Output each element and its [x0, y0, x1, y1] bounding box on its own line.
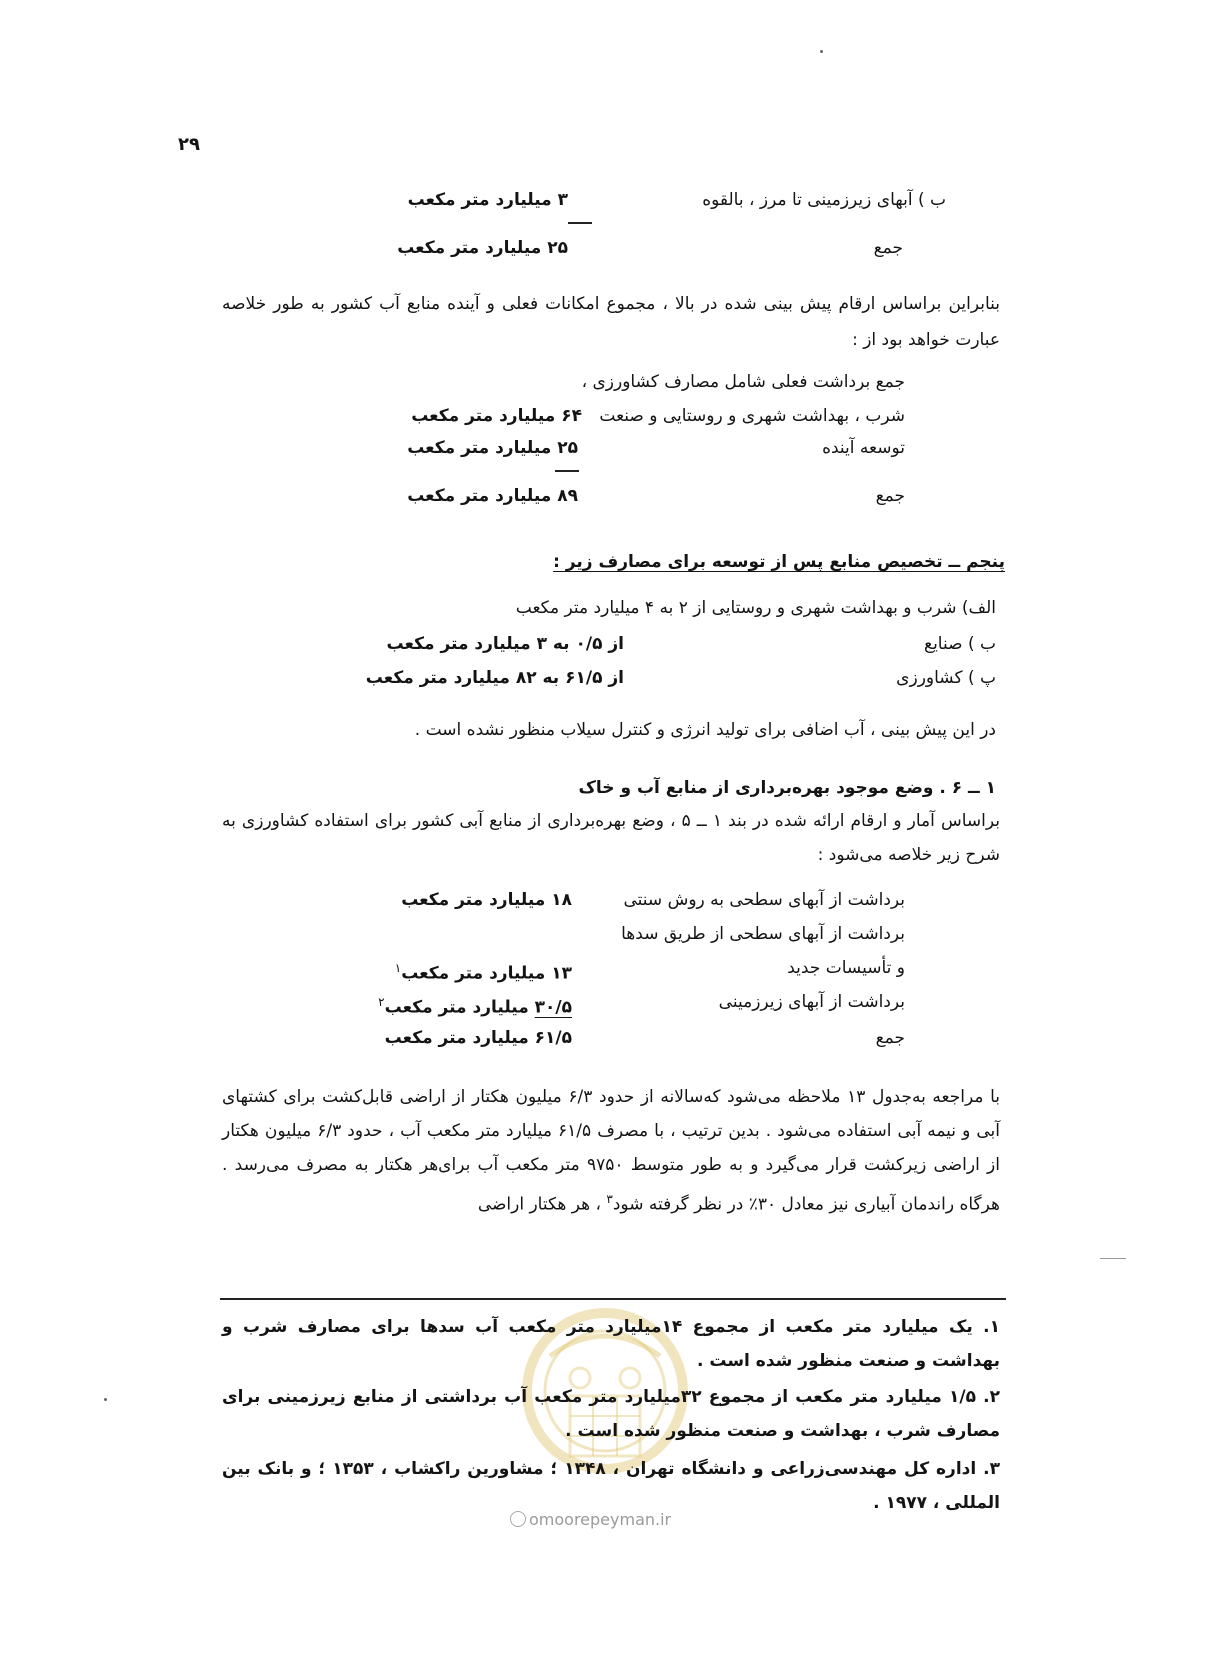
paragraph-resources-summary: بنابراین براساس ارقام پیش بینی شده در بالا ، مجموع امکانات فعلی و آینده منابع آب کشور به طور خلاصه عبارت خواهد بود از : [222, 294, 1000, 350]
footnote-2: ۲. ۱/۵ میلیارد متر مکعب از مجموع ۳۲میلیارد متر مکعب آب برداشتی از منابع زیرزمینی برای مصارف شرب ، بهداشت و صنعت منظور شده است . [222, 1387, 1000, 1441]
footnote-3: ۳. اداره کل مهندسی‌زراعی و دانشگاه تهران ، ۱۳۴۸ ؛ مشاورین راکشاب ، ۱۳۵۳ ؛ و بانک بین المللی ، ۱۹۷۷ . [222, 1459, 1000, 1513]
groundwater-line-label: ب ) آبهای زیرزمینی تا مرز ، بالقوه [702, 190, 946, 210]
footnote-ref: ۱ [394, 961, 402, 975]
scan-speck [104, 1398, 107, 1401]
total-label: جمع [875, 486, 905, 506]
future-development-value: ۲۵ میلیارد متر مکعب [407, 438, 578, 458]
drinking-industry-label: شرب ، بهداشت شهری و روستایی و صنعت [599, 406, 905, 426]
forecast-note: در این پیش بینی ، آب اضافی برای تولید انرژی و کنترل سیلاب منظور نشده است . [414, 720, 996, 740]
total-value: ۲۵ میلیارد متر مکعب [397, 238, 568, 258]
traditional-surface-value: ۱۸ میلیارد متر مکعب [401, 890, 572, 910]
current-withdrawal-value: ۶۴ میلیارد متر مکعب [411, 406, 582, 426]
allocation-industry-value: از ۰/۵ به ۳ میلیارد متر مکعب [386, 634, 624, 654]
sum-rule [568, 222, 592, 224]
page-number: ۲۹ [178, 134, 200, 155]
scan-mark [1100, 1258, 1126, 1259]
allocation-drinking: الف) شرب و بهداشت شهری و روستایی از ۲ به ۴ میلیارد متر مکعب [515, 598, 996, 618]
watermark-url: omoorepeyman.ir [510, 1510, 671, 1529]
footnote-ref: ۳ [606, 1192, 613, 1206]
scan-speck [820, 50, 823, 53]
allocation-agriculture-value: از ۶۱/۵ به ۸۲ میلیارد متر مکعب [365, 668, 624, 688]
groundwater-line-value: ۳ میلیارد متر مکعب [407, 190, 568, 210]
allocation-agriculture-label: پ ) کشاورزی [896, 668, 996, 688]
traditional-surface-label: برداشت از آبهای سطحی به روش سنتی [623, 890, 905, 910]
future-development-label: توسعه آینده [822, 438, 905, 458]
dam-surface-label: برداشت از آبهای سطحی از طریق سدها [621, 924, 905, 944]
new-facilities-label: و تأسیسات جدید [787, 958, 905, 978]
allocation-industry-label: ب ) صنایع [924, 634, 996, 654]
section-heading: ۱ ــ ۶ . وضع موجود بهره‌برداری از منابع آب و خاک [578, 778, 996, 798]
section-heading: پنجم ــ تخصیص منابع پس از توسعه برای مصارف زیر : [553, 552, 1005, 572]
sum-rule [555, 470, 579, 472]
footnote-1: ۱. یک میلیارد متر مکعب از مجموع ۱۴میلیارد متر مکعب آب سدها برای مصارف شرب و بهداشت و صنعت منظور شده است . [222, 1317, 1001, 1371]
footnote-ref: ۲ [378, 995, 385, 1009]
new-facilities-value: ۱۳ میلیارد متر مکعب$^۱$ [394, 961, 572, 984]
total-label: جمع [873, 238, 903, 258]
groundwater-label: برداشت از آبهای زیرزمینی [718, 992, 905, 1012]
total-value: ۶۱/۵ میلیارد متر مکعب [384, 1028, 572, 1048]
groundwater-value: ۳۰/۵ میلیارد متر مکعب$^۲$ [378, 995, 572, 1018]
total-value: ۸۹ میلیارد متر مکعب [407, 486, 578, 506]
current-withdrawal-label: جمع برداشت فعلی شامل مصارف کشاورزی ، [581, 372, 905, 392]
paragraph-irrigation: با مراجعه به‌جدول ۱۳ ملاحظه می‌شود که‌سالانه از حدود ۶/۳ میلیون هکتار از اراضی قابل‌کشت برای کشتهای آبی و نیمه آبی استفاده می‌شود . بدین ترتیب ، با مصرف ۶۱/۵ میلیارد متر مکعب آب ، حدود ۶/۳ میلیون هکتار از اراضی زیرکشت قرار می‌گیرد و به طور متوسط ۹۷۵۰ متر مکعب آب برای‌هر هکتار به مصرف می‌رسد . هرگاه راندمان آبیاری نیز معادل ۳۰٪ در نظر گرفته شود$^۳$ ، هر هکتار اراضی [222, 1087, 1000, 1215]
total-label: جمع [875, 1028, 905, 1048]
paragraph-exploitation-intro: براساس آمار و ارقام ارائه شده در بند ۱ ــ ۵ ، وضع بهره‌برداری از منابع آبی کشور برای استفاده کشاورزی به شرح زیر خلاصه می‌شود : [222, 811, 1000, 865]
